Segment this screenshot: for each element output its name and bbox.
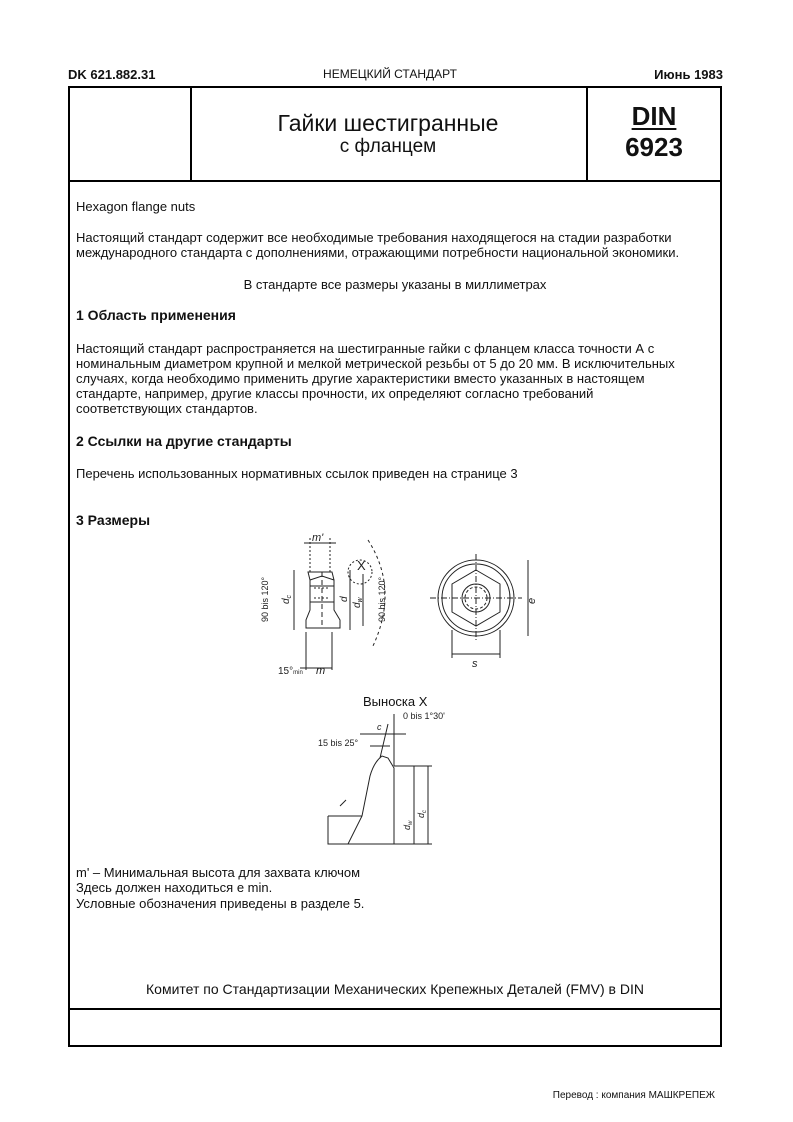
detail-dw: $d_w$ [402,820,414,830]
din-block [586,101,722,162]
label-s: s [472,658,478,670]
intro-line-1: Настоящий стандарт содержит все необходимые требования находящегося на стадии разработки [76,230,672,245]
note-1: m' – Минимальная высота для захвата ключом [76,865,361,880]
section1-line-4: стандарте, например, другие классы прочности, их определяют согласно требований [76,386,594,401]
label-m-prime: m' [312,532,324,544]
detail-flange-profile [328,756,394,844]
udc-code: DK 621.882.31 [68,67,156,82]
document-type: НЕМЕЦКИЙ СТАНДАРТ [323,67,457,81]
detail-angle-small: 0 bis 1°30' [403,711,445,721]
section2-text: Перечень использованных нормативных ссылок приведен на странице 3 [76,466,518,481]
section1-heading: 1 Область применения [76,307,236,323]
din-number: 6923 [625,132,683,162]
detail-angle-25: 15 bis 25° [318,738,359,748]
page-title: Гайки шестигранные [277,110,499,136]
title-bottom-rule [70,180,720,182]
label-angle-left: 90 bis 120° [260,576,270,622]
page-subtitle: с фланцем [339,136,437,157]
detail-dc: $d_c$ [416,809,428,818]
nut-technical-drawing [240,530,550,680]
publication-date: Июнь 1983 [654,67,723,82]
label-angle-right: 90 bis 120° [377,576,387,622]
label-d: d [339,596,350,602]
units-note: В стандарте все размеры указаны в миллиметрах [243,277,547,292]
detail-c: c [377,722,382,732]
nut-side-view [306,572,340,628]
section1-line-3: случаях, когда необходимо применить другие характеристики вместо указанных в настоящем [76,371,645,386]
section2-heading: 2 Ссылки на другие стандарты [76,433,292,449]
english-title: Hexagon flange nuts [76,199,196,214]
footer-bottom-rule [70,1008,720,1010]
label-bottom-angle: 15°min [278,666,303,677]
committee-line: Комитет по Стандартизации Механических Крепежных Деталей (FMV) в DIN [146,981,644,997]
section1-line-2: номинальным диаметром крупной и мелкой метрической резьбы от 5 до 20 мм. В исключительных [76,356,675,371]
label-x: X [357,558,366,573]
detail-x-drawing [310,706,450,856]
section1-line-1: Настоящий стандарт распространяется на шестигранные гайки с фланцем класса точности А с [76,341,655,356]
label-m: m [316,665,326,677]
detail-x-title: Выноска X [363,694,428,709]
section3-heading: 3 Размеры [76,512,151,528]
note-3: Условные обозначения приведены в разделе 5. [76,896,365,911]
intro-line-2: международного стандарта с дополнениями, отражающими потребности национальной экономики. [76,245,680,260]
label-dw: $d_w$ [352,597,364,608]
label-dc: $d_c$ [281,594,293,604]
note-2: Здесь должен находиться e min. [76,880,273,895]
label-e: e [526,597,538,604]
din-label: DIN [631,101,677,131]
section1-line-5: соответствующих стандартов. [76,401,258,416]
translator-credit: Перевод : компания МАШКРЕПЕЖ [552,1090,715,1101]
